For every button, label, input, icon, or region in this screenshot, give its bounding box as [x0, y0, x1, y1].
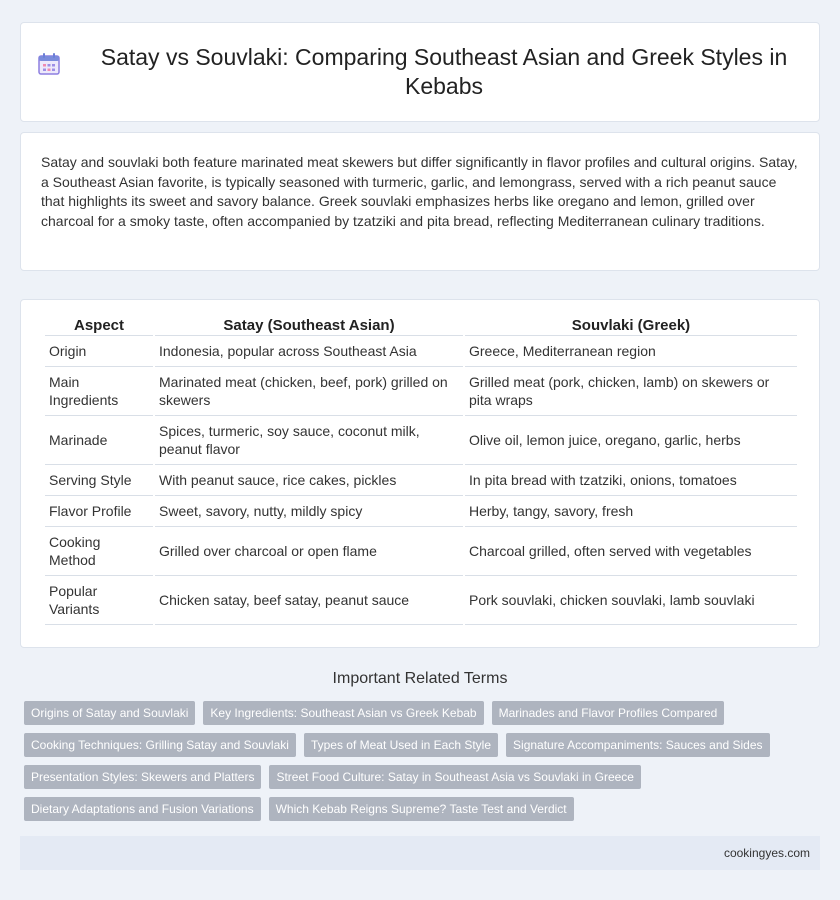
table-cell: Herby, tangy, savory, fresh [465, 496, 797, 527]
table-row [45, 527, 797, 576]
column-header-satay: Satay (Southeast Asian) [155, 314, 463, 336]
related-term-tag[interactable]: Origins of Satay and Souvlaki [24, 701, 195, 725]
column-header-aspect: Aspect [45, 314, 153, 336]
related-term-tag[interactable]: Cooking Techniques: Grilling Satay and Souvlaki [24, 733, 296, 757]
related-term-tag[interactable]: Signature Accompaniments: Sauces and Sides [506, 733, 769, 757]
page-title: Satay vs Souvlaki: Comparing Southeast Asian and Greek Styles in Kebabs [100, 44, 788, 99]
related-term-tag[interactable]: Key Ingredients: Southeast Asian vs Greek Kebab [203, 701, 483, 725]
table-cell: Chicken satay, beef satay, peanut sauce [155, 576, 463, 625]
related-term-tag[interactable]: Marinades and Flavor Profiles Compared [492, 701, 725, 725]
table-cell: Grilled meat (pork, chicken, lamb) on skewers or pita wraps [465, 367, 797, 416]
page-header [20, 22, 820, 122]
column-header-souvlaki: Souvlaki (Greek) [465, 314, 797, 336]
table-cell: Olive oil, lemon juice, oregano, garlic, herbs [465, 416, 797, 465]
table-cell: Cooking Method [45, 527, 153, 576]
related-term-tag[interactable]: Street Food Culture: Satay in Southeast Asia vs Souvlaki in Greece [269, 765, 641, 789]
table-row [45, 496, 797, 527]
tag-row [24, 765, 824, 789]
table-cell: Charcoal grilled, often served with vegetables [465, 527, 797, 576]
comparison-table-card [20, 299, 820, 648]
table-row [45, 576, 797, 625]
tag-row [24, 701, 824, 725]
table-cell: Main Ingredients [45, 367, 153, 416]
table-cell: Popular Variants [45, 576, 153, 625]
table-cell: Pork souvlaki, chicken souvlaki, lamb souvlaki [465, 576, 797, 625]
tag-row [24, 733, 824, 757]
table-row [45, 336, 797, 367]
footer-site-link[interactable]: cookingyes.com [723, 846, 810, 860]
table-row [45, 367, 797, 416]
table-cell: Spices, turmeric, soy sauce, coconut milk, peanut flavor [155, 416, 463, 465]
related-term-tag[interactable]: Dietary Adaptations and Fusion Variations [24, 797, 261, 821]
comparison-table [43, 314, 799, 625]
related-term-tag[interactable]: Types of Meat Used in Each Style [304, 733, 498, 757]
table-cell: Marinated meat (chicken, beef, pork) grilled on skewers [155, 367, 463, 416]
table-cell: Grilled over charcoal or open flame [155, 527, 463, 576]
table-cell: Sweet, savory, nutty, mildly spicy [155, 496, 463, 527]
related-terms-title: Important Related Terms [332, 670, 508, 687]
table-cell: In pita bread with tzatziki, onions, tomatoes [465, 465, 797, 496]
table-cell: Serving Style [45, 465, 153, 496]
table-cell: Greece, Mediterranean region [465, 336, 797, 367]
table-cell: Indonesia, popular across Southeast Asia [155, 336, 463, 367]
table-cell: Flavor Profile [45, 496, 153, 527]
table-cell: Marinade [45, 416, 153, 465]
related-term-tag[interactable]: Which Kebab Reigns Supreme? Taste Test and Verdict [269, 797, 574, 821]
calendar-icon [36, 51, 62, 77]
table-row [45, 416, 797, 465]
related-terms-list [24, 701, 824, 829]
related-term-tag[interactable]: Presentation Styles: Skewers and Platters [24, 765, 261, 789]
table-header-row [45, 314, 797, 336]
table-row [45, 465, 797, 496]
intro-card [20, 132, 820, 271]
table-cell: With peanut sauce, rice cakes, pickles [155, 465, 463, 496]
tag-row [24, 797, 824, 821]
footer [20, 836, 820, 870]
intro-text: Satay and souvlaki both feature marinated meat skewers but differ significantly in flavor profiles and cultural origins. Satay, a Southeast Asian favorite, is typically seasoned with turmeric, garlic, and lemongrass, served with a rich peanut sauce that highlights its sweet and savory balance. Greek souvlaki emphasizes herbs like oregano and lemon, grilled over charcoal for a smoky taste, often accompanied by tzatziki and pita bread, reflecting Mediterranean culinary traditions. [41, 154, 798, 229]
table-cell: Origin [45, 336, 153, 367]
